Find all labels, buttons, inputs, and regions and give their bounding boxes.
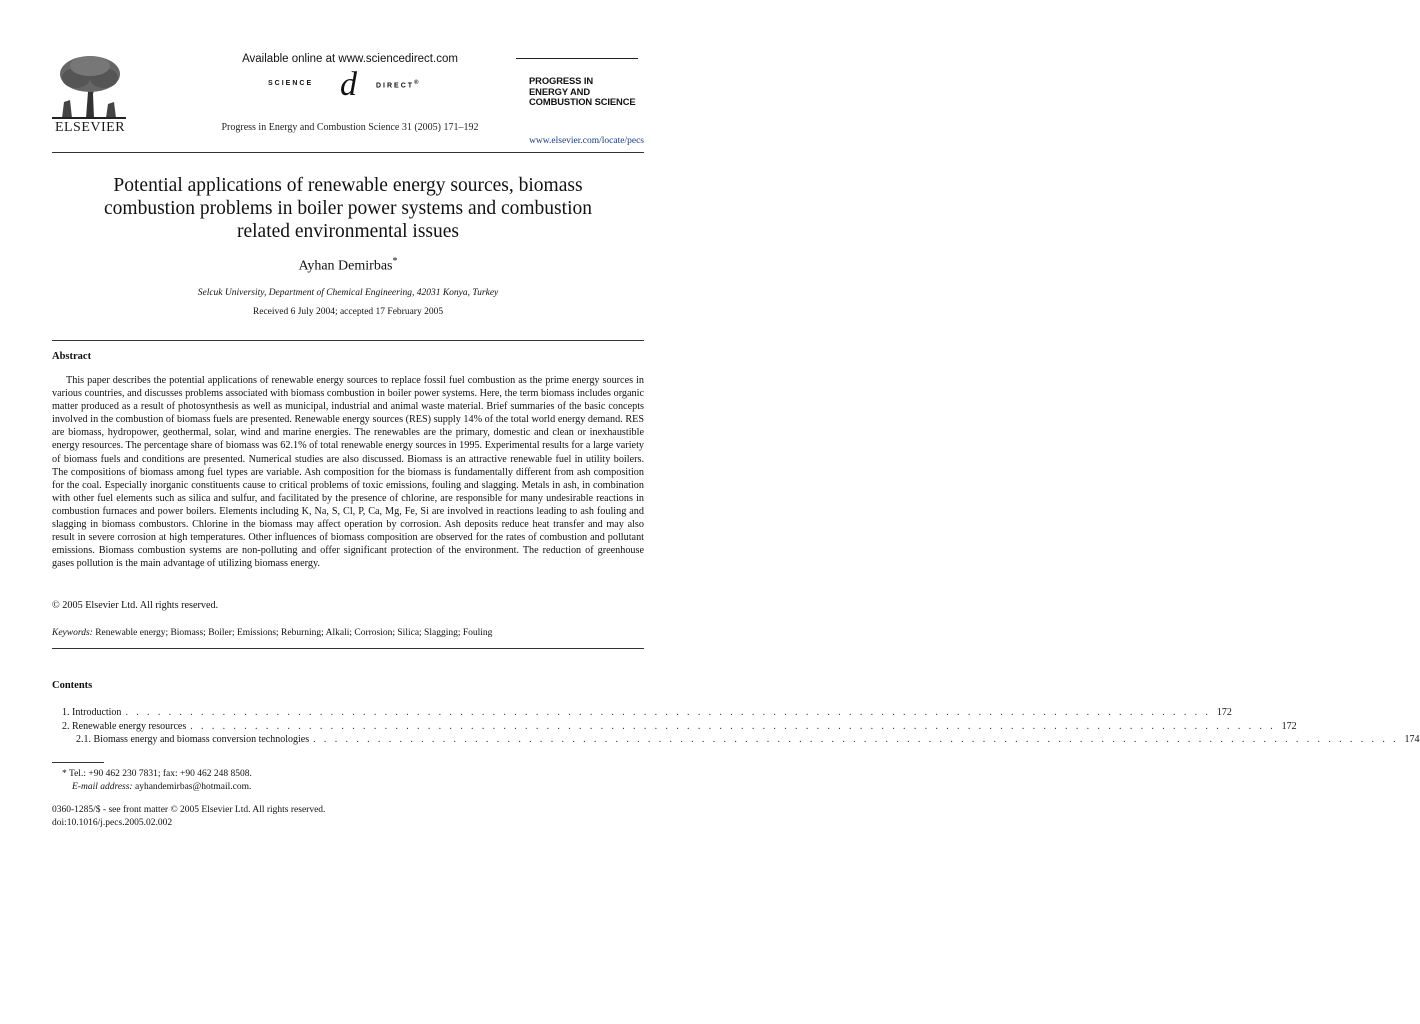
keywords-divider xyxy=(52,648,644,649)
footnote-email xyxy=(72,782,251,792)
abstract-heading: Abstract xyxy=(52,351,92,362)
toc-entry-page: 172 xyxy=(1281,720,1297,732)
abstract-divider xyxy=(52,340,644,341)
issn-line: 0360-1285/$ - see front matter © 2005 Elsevier Ltd. All rights reserved. xyxy=(52,805,326,815)
sciencedirect-logo-at: d xyxy=(340,66,357,103)
toc-leader-dots: . . . . . . . . . . . . . . . . . . . . . . . . . . . . . . . . . . . . . . . . . . . . . . . . . . . . . . . . . . . . . . . . . . . . . . . . . . . . . . . . . . . . . . . . . . . . . . . . . . . . . xyxy=(190,720,1276,732)
abstract-paragraph: This paper describes the potential applications of renewable energy sources to replace fossil fuel combustion as the prime energy sources in various countries, and discusses problems associated with biomass combustion in boiler power systems. Here, the term biomass includes organic matter produced as a result of photosynthesis as well as municipal, industrial and animal waste material. Brief summaries of the basic concepts involved in the combustion of biomass fuels are presented. Renewable energy sources (RES) supply 14% of the total world energy demand. RES are biomass, hydropower, geothermal, solar, wind and marine energies. The renewables are the primary, domestic and clean or inexhaustible energy resources. The percentage share of biomass was 62.1% of total renewable energy sources in 1995. Experimental results for a large variety of biomass fuels and conditions are presented. Numerical studies are also discussed. Biomass is an attractive renewable fuel in utility boilers. The compositions of biomass among fuel types are variable. Ash composition for the biomass is fundamentally different from ash composition for the coal. Especially inorganic constituents cause to critical problems of toxic emissions, fouling and slagging. Metals in ash, in combination with other fuel elements such as silica and sulfur, and facilitated by the presence of chlorine, are responsible for many undesirable reactions in combustion furnaces and power boilers. Elements including K, Na, S, Cl, P, Ca, Mg, Fe, Si are involved in reactions leading to ash fouling and slagging in biomass combustors. Chlorine in the biomass may affect operation by corrosion. Ash deposits reduce heat transfer and may also result in severe corrosion at high temperatures. Other influences of biomass composition are observed for the rates of combustion and pollutant emissions. Biomass combustion systems are non-polluting and offer significant protection of the environment. The reduction of greenhouse gases pollution is the main advantage of utilizing biomass energy. xyxy=(52,375,644,570)
received-dates: Received 6 July 2004; accepted 17 February 2005 xyxy=(252,307,444,317)
toc-leader-dots: . . . . . . . . . . . . . . . . . . . . . . . . . . . . . . . . . . . . . . . . . . . . . . . . . . . . . . . . . . . . . . . . . . . . . . . . . . . . . . . . . . . . . . . . . . . . . . . . . . . . . xyxy=(313,734,1399,745)
author-footnote-mark[interactable]: * xyxy=(392,256,398,267)
available-online-text[interactable]: Available online at www.sciencedirect.com xyxy=(242,53,458,65)
toc-entry-page: 174 xyxy=(1404,734,1420,745)
toc-entry[interactable] xyxy=(62,734,1420,748)
journal-title-line: PROGRESS IN xyxy=(529,75,594,86)
journal-title-rule xyxy=(516,58,638,59)
email-address[interactable]: ayhandemirbas@hotmail.com. xyxy=(134,782,252,792)
keywords-line xyxy=(52,628,644,638)
publisher-name: ELSEVIER xyxy=(54,120,126,135)
journal-title xyxy=(529,76,649,108)
toc-entry-label[interactable]: 1. Introduction xyxy=(62,707,122,718)
author-affiliation: Selcuk University, Department of Chemical Engineering, 42031 Konya, Turkey xyxy=(197,288,499,298)
author-name: Ayhan Demirbas xyxy=(298,258,393,274)
table-of-contents xyxy=(62,707,1420,748)
abstract-body xyxy=(52,374,644,570)
toc-entry-page: 172 xyxy=(1216,707,1232,718)
email-label: E-mail address: xyxy=(72,782,133,792)
sciencedirect-logo-right: DIRECT® xyxy=(376,80,421,90)
article-title-line: related environmental issues xyxy=(236,221,459,242)
journal-title-line: COMBUSTION SCIENCE xyxy=(529,96,636,107)
keywords-text: Renewable energy; Biomass; Boiler; Emissions; Reburning; Alkali; Corrosion; Silica; Slagging; Fouling xyxy=(95,628,493,638)
footnote-rule xyxy=(52,762,104,763)
article-title-line: Potential applications of renewable energy sources, biomass xyxy=(113,175,583,196)
keywords-label: Keywords: xyxy=(52,628,93,638)
toc-entry-label[interactable]: 2.1. Biomass energy and biomass conversion technologies xyxy=(76,734,310,745)
toc-entry[interactable] xyxy=(62,720,1297,735)
toc-entry-label[interactable]: 2. Renewable energy resources xyxy=(62,720,187,732)
article-title-line: combustion problems in boiler power systems and combustion xyxy=(104,198,592,219)
footnote-contact: * Tel.: +90 462 230 7831; fax: +90 462 248 8508. xyxy=(62,769,252,779)
author-line xyxy=(52,256,644,275)
journal-url-link[interactable]: www.elsevier.com/locate/pecs xyxy=(529,136,644,146)
journal-citation: Progress in Energy and Combustion Science 31 (2005) 171–192 xyxy=(221,122,479,133)
toc-entry[interactable] xyxy=(62,707,1232,721)
abstract-copyright: © 2005 Elsevier Ltd. All rights reserved. xyxy=(52,600,219,611)
contents-heading: Contents xyxy=(52,680,93,691)
toc-leader-dots: . . . . . . . . . . . . . . . . . . . . . . . . . . . . . . . . . . . . . . . . . . . . . . . . . . . . . . . . . . . . . . . . . . . . . . . . . . . . . . . . . . . . . . . . . . . . . . . . . . . . . xyxy=(125,707,1211,718)
sciencedirect-logo-left: SCIENCE xyxy=(268,80,314,87)
article-title xyxy=(52,174,644,243)
journal-title-line: ENERGY AND xyxy=(529,85,590,97)
doi-link[interactable]: doi:10.1016/j.pecs.2005.02.002 xyxy=(52,818,173,828)
sciencedirect-logo xyxy=(268,66,448,104)
elsevier-tree-logo xyxy=(52,54,126,120)
header-divider xyxy=(52,152,644,153)
